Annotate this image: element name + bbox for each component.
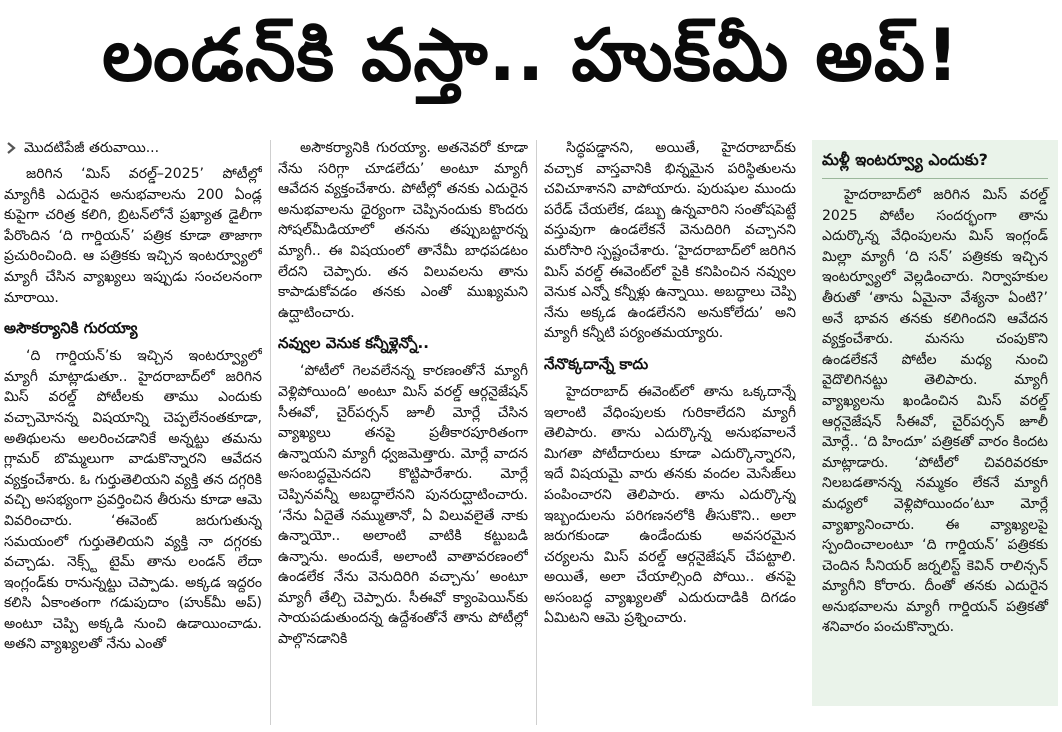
subheading: నవ్వుల వెనుక కన్నీళ్లెన్నో.. — [278, 334, 429, 353]
paragraph: జరిగిన ‘మిస్ వరల్డ్–2025’ పోటీల్లో మ్యాగీకి ఎదురైన అనుభవాలను 200 ఏండ్ల కుపైగా చరిత్ర కలిగి, బ్రిటన్‌లోనే ప్రఖ్యాత డైలీగా పేరొందిన ‘ది గార్డియన్’ పత్రిక కూడా తాజాగా ప్రచురించింది. ఆ పత్రికకు ఇచ్చిన ఇంటర్వ్యూలో మ్యాగీ చేసిన వ్యాఖ్యలు ఇప్పుడు సంచలనంగా మారాయి. — [4, 166, 262, 306]
paragraph: హైదరాబాద్ ఈవెంట్‌లో తాను ఒక్కదాన్నే ఇలాంటి వేధింపులకు గురికాలేదని మ్యాగీ తెలిపారు. తాను ఎదుర్కొన్న అనుభవాలనే మిగతా పోటీదారులు కూడా ఎదుర్కొన్నారని, ఇదే విషయమై వారు తనకు వందల మెసేజ్‌లు పంపించారని తెలిపారు. తాను ఎదుర్కొన్న ఇబ్బందులను పరిగణనలోకి తీసుకొని.. అలా జరుగకుండా ఉండేందుకు అవసరమైన చర్యలను మిస్ వరల్డ్ ఆర్గనైజేషన్ చేపట్టాలి. అయితే, అలా చేయాల్సింది పోయి.. తనపై అసంబద్ధ వ్యాఖ్యలతో ఎదురుదాడికి దిగడం ఏమిటని ఆమె ప్రశ్నించారు. — [544, 383, 796, 627]
column-1 — [4, 138, 262, 728]
column-2 — [278, 138, 528, 728]
column-divider — [270, 140, 271, 725]
subheading: నేనొక్కదాన్నే కాదు — [544, 354, 649, 373]
headline: లండన్‌కి వస్తా.. హుక్‌మీ అప్! — [102, 13, 960, 97]
column-3 — [544, 138, 796, 728]
column-divider — [536, 140, 537, 725]
sidebar-divider — [822, 178, 1048, 179]
paragraph: హైదరాబాద్‌లో జరిగిన మిస్ వరల్డ్ 2025 పోటీల సందర్భంగా తాను ఎదుర్కొన్న వేధింపులను మిస్ ఇంగ్లండ్ మిల్లా మ్యాగీ ‘ది సన్’ పత్రికకు ఇచ్చిన ఇంటర్వ్యూలో వెల్లడించారు. నిర్వాహకుల తీరుతో ‘తాను ఏమైనా వేశ్యనా ఏంటి?’ అనే భావన తనకు కలిగిందని ఆవేదన వ్యక్తంచేశారు. మనసు చంపుకొని ఉండలేకనే పోటీల మధ్య నుంచి వైదొలిగినట్టు తెలిపారు. మ్యాగీ వ్యాఖ్యలను ఖండించిన మిస్ వరల్డ్ ఆర్గనైజేషన్ సీఈవో, చైర్‌పర్సన్ జూలీ మోర్లే.. ‘ది హిందూ’ పత్రికతో వారం కిందట మాట్లాడారు. ‘పోటీలో చివరివరకూ నిలబడతానన్న నమ్మకం లేకనే మ్యాగీ మధ్యలో వెళ్లిపోయిందం’టూ మోర్లే వ్యాఖ్యానించారు. ఈ వ్యాఖ్యలపై స్పందించాలంటూ ‘ది గార్డియన్’ పత్రికకు చెందిన సీనియర్ జర్నలిస్ట్ కెవిన్ రాలిన్సన్ మ్యాగీని కోరారు. దీంతో తనకు ఎదురైన అనుభవాలను మ్యాగీ గార్డియన్ పత్రికతో శనివారం పంచుకొన్నారు. — [822, 187, 1048, 636]
continued-label: మొదటిపేజీ తరువాయి... — [24, 140, 160, 156]
subheading: అసౌకర్యానికి గురయ్యా — [4, 319, 138, 338]
chevron-right-icon — [4, 141, 18, 155]
continued-note — [4, 138, 262, 158]
sidebar-title: మళ్లీ ఇంటర్వ్యూ ఎందుకు? — [822, 150, 988, 169]
sidebar-box — [812, 140, 1058, 706]
paragraph: సిద్ధపడ్డానని, అయితే, హైదరాబాద్‌కు వచ్చాక వాస్తవానికి భిన్నమైన పరిస్థితులను చవిచూశానని వాపోయారు. పురుషుల ముందు పరేడ్ చేయలేక, డబ్బు ఉన్నవారిని సంతోషపెట్టే వస్తువుగా ఉండలేకనే వెనుదిరిగి వచ్చానని మరోసారి స్పష్టంచేశారు. ‘హైదరాబాద్‌లో జరిగిన మిస్ వరల్డ్ ఈవెంట్‌లో పైకి కనిపించిన నవ్వుల వెనుక ఎన్నో కన్నీళ్లు ఉన్నాయి. అబద్ధాలు చెప్పి నేను అక్కడ ఉండలేనని అనుకోలేదు’ అని మ్యాగీ కన్నీటి పర్యంతమయ్యారు. — [544, 140, 796, 342]
paragraph: ‘ది గార్డియన్’కు ఇచ్చిన ఇంటర్వ్యూలో మ్యాగీ మాట్లాడుతూ.. హైదరాబాద్‌లో జరిగిన మిస్ వరల్డ్ పోటీలకు తాము ఎందుకు వచ్చామోనన్న విషయాన్ని చెప్పలేనంతకూడా, అతిథులను అలరించడానికే అన్నట్టు తమను గ్లామర్ బొమ్మలుగా వాడుకొన్నారని ఆవేదన వ్యక్తంచేశారు. ఓ గుర్తుతెలియని వ్యక్తి తన దగ్గరికి వచ్చి అసభ్యంగా ప్రవర్తించిన తీరును కూడా ఆమె వివరించారు. ‘ఈవెంట్ జరుగుతున్న సమయంలో గుర్తుతెలియని వ్యక్తి నా దగ్గరకు వచ్చాడు. నెక్స్ట్ టైమ్ తాను లండన్ లేదా ఇంగ్లండ్‌కు రానున్నట్టు చెప్పాడు. అక్కడ ఇద్దరం కలిసి ఏకాంతంగా గడుపుదాం (హుక్‌మీ అప్) అంటూ చెప్పి అక్కడి నుంచి ఉడాయించాడు. అతని వ్యాఖ్యలతో నేను ఎంతో — [4, 348, 262, 653]
paragraph: అసౌకర్యానికి గురయ్యా. అతనెవరో కూడా నేను సరిగ్గా చూడలేదు’ అంటూ మ్యాగీ ఆవేదన వ్యక్తంచేశారు. పోటీల్లో తనకు ఎదురైన అనుభవాలను ధైర్యంగా చెప్పినందుకు కొందరు సోషల్‌మీడియాలో తనను తప్పుబట్టారన్న మ్యాగీ.. ఈ విషయంలో తానేమీ బాధపడటం లేదని చెప్పారు. తన విలువలను తాను కాపాడుకోవడం తనకు ఎంతో ముఖ్యమని ఉద్ఘాటించారు. — [278, 140, 528, 321]
sidebar-body — [822, 185, 1048, 638]
paragraph: ‘పోటీలో గెలవలేనన్న కారణంతోనే మ్యాగీ వెళ్లిపోయింది’ అంటూ మిస్ వరల్డ్ ఆర్గనైజేషన్ సీఈవో, చైర్‌పర్సన్ జూలీ మోర్లే చేసిన వ్యాఖ్యలు తనపై ప్రతీకారపూరితంగా ఉన్నాయని మ్యాగీ ధ్వజమెత్తారు. మోర్లే వాదన అసంబద్ధమైనదని కొట్టిపారేశారు. మోర్లే చెప్పినవన్నీ అబద్ధాలేనని పునరుద్ఘాటించారు. ‘నేను ఏదైతే నమ్ముతానో, ఏ విలువలైతే నాకు ఉన్నాయో.. అలాంటి వాటికి కట్టుబడి ఉన్నాను. అందుకే, అలాంటి వాతావరణంలో ఉండలేక నేను వెనుదిరిగి వచ్చాను’ అంటూ మ్యాగీ తేల్చి చెప్పారు. సీఈవో క్యాంపెయిన్‌కు సాయపడుతుందన్న ఉద్దేశంతోనే తాను పోటీల్లో పాల్గొనడానికి — [278, 363, 528, 648]
